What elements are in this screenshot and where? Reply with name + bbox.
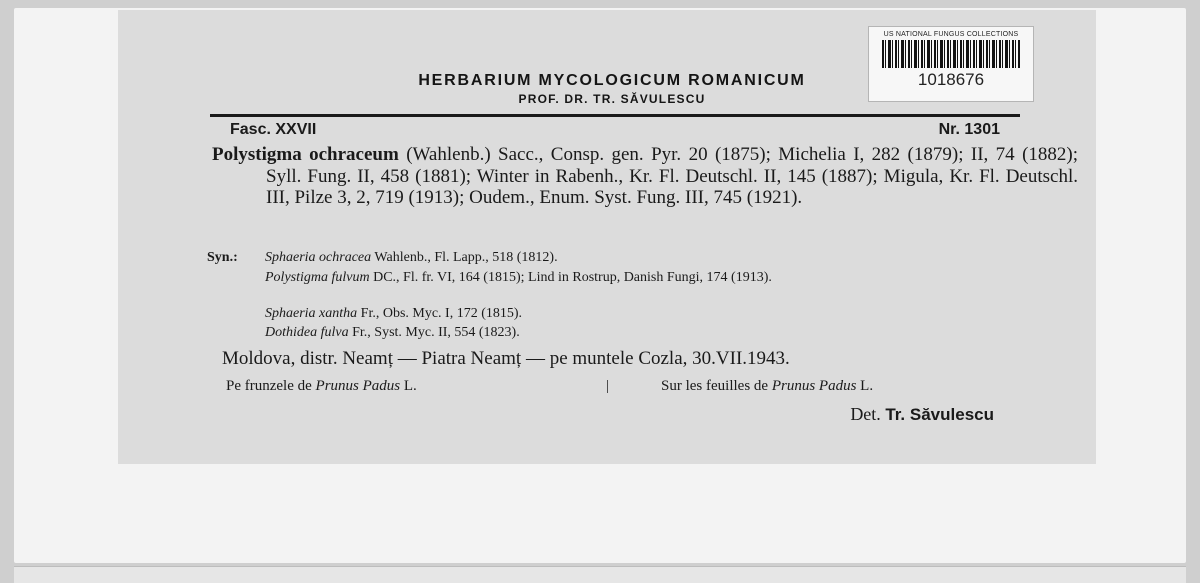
species-citation: (Wahlenb.) Sacc., Consp. gen. Pyr. 20 (1875); Michelia I, 282 (1879); II, 74 (1882); Syll. Fung. II, 458 (1881); Winter in Rabenh., Kr. Fl. Deutschl. II, 145 (1887); Migula, Kr. Fl. Deutschl. III, Pilze 3, 2, 719 (1913); Oudem., Enum. Syst. Fung. III, 745 (1921). bbox=[266, 144, 1078, 208]
host-divider: | bbox=[606, 378, 610, 394]
host-fr-suffix: L. bbox=[856, 378, 874, 394]
next-sheet-edge bbox=[14, 566, 1186, 583]
species-citation-block bbox=[212, 144, 1078, 209]
barcode-label bbox=[868, 26, 1034, 102]
synonym-item bbox=[265, 325, 1023, 341]
host-fr-prefix: Sur les feuilles de bbox=[661, 378, 772, 394]
collection-locality: Moldova, distr. Neamț — Piatra Neamț — pe muntele Cozla, 30.VII.1943. bbox=[222, 348, 790, 369]
synonym-name: Sphaeria xantha bbox=[265, 306, 358, 321]
determiner-prefix: Det. bbox=[850, 404, 886, 424]
barcode-number: 1018676 bbox=[917, 70, 985, 89]
synonym-name: Polystigma fulvum bbox=[265, 270, 370, 285]
synonym-name: Sphaeria ochracea bbox=[265, 250, 372, 265]
header-rule bbox=[210, 114, 1020, 117]
host-ro-suffix: L. bbox=[400, 378, 417, 394]
synonym-ref: Fr., Syst. Myc. II, 554 (1823). bbox=[348, 325, 520, 340]
synonym-item bbox=[265, 306, 1023, 322]
synonym-name: Dothidea fulva bbox=[265, 325, 349, 340]
synonym-ref: DC., Fl. fr. VI, 164 (1815); Lind in Rostrup, Danish Fungi, 174 (1913). bbox=[369, 270, 772, 285]
determiner bbox=[850, 404, 994, 425]
herbarium-subtitle: PROF. DR. TR. SĂVULESCU bbox=[518, 92, 706, 106]
barcode-bars bbox=[882, 40, 1020, 68]
host-romanian bbox=[226, 378, 417, 395]
herbarium-title: HERBARIUM MYCOLOGICUM ROMANICUM bbox=[418, 72, 806, 89]
host-ro-prefix: Pe frunzele de bbox=[226, 378, 316, 394]
host-fr-species: Prunus Padus bbox=[771, 378, 857, 394]
host-french bbox=[661, 378, 873, 395]
specimen-number: Nr. 1301 bbox=[938, 121, 1000, 138]
determiner-name: Tr. Săvulescu bbox=[885, 405, 994, 424]
synonym-item bbox=[265, 250, 1023, 266]
synonym-item bbox=[265, 270, 1023, 286]
species-name: Polystigma ochraceum bbox=[212, 144, 399, 165]
synonym-ref: Fr., Obs. Myc. I, 172 (1815). bbox=[357, 306, 523, 321]
host-ro-species: Prunus Padus bbox=[315, 378, 401, 394]
barcode-collection: US NATIONAL FUNGUS COLLECTIONS bbox=[883, 31, 1019, 38]
synonyms-label: Syn.: bbox=[207, 250, 238, 265]
synonym-ref: Wahlenb., Fl. Lapp., 518 (1812). bbox=[371, 250, 558, 265]
fascicle-number: Fasc. XXVII bbox=[230, 121, 317, 138]
